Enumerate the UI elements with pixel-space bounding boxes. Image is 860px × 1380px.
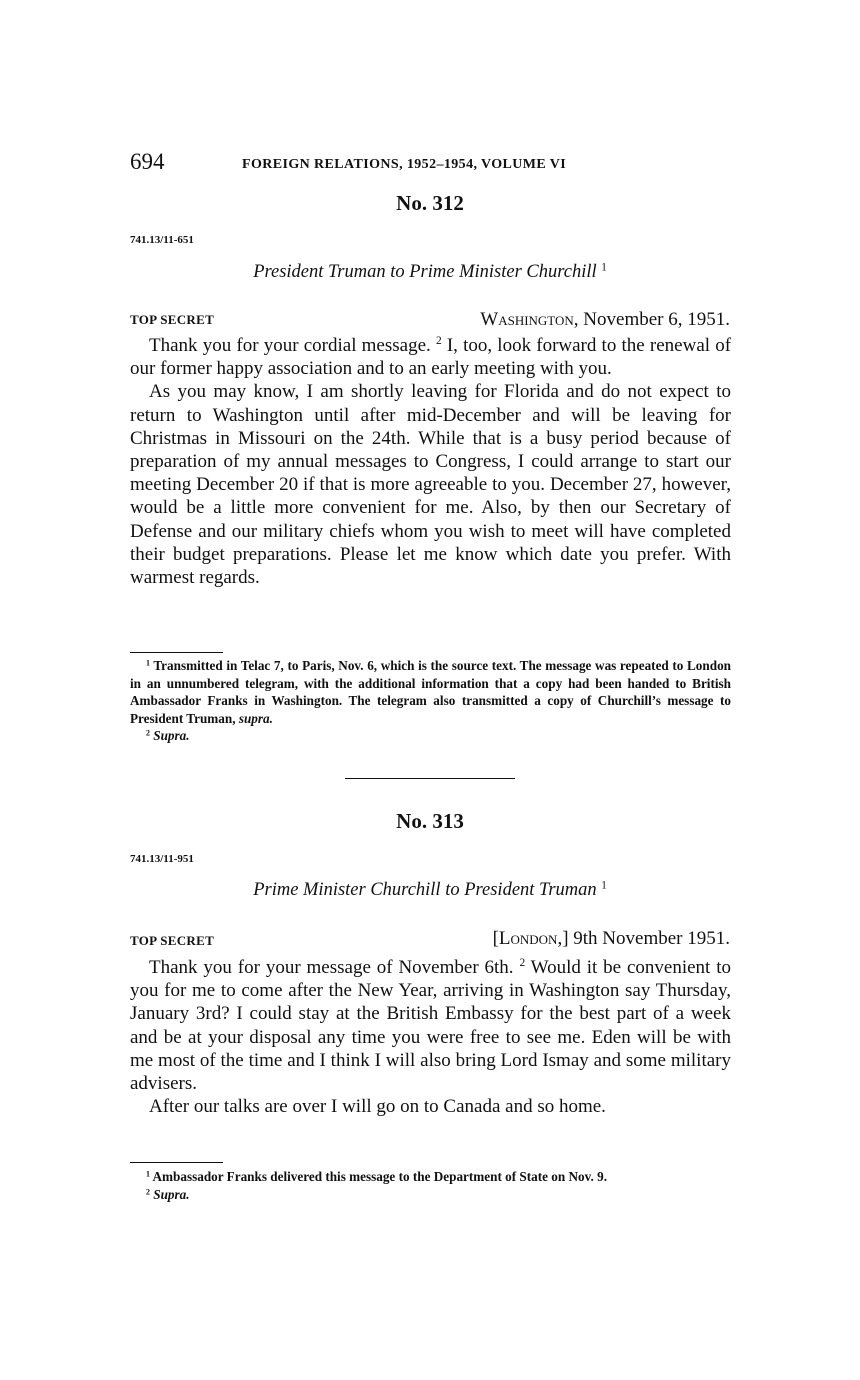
footnote-mark: 2 xyxy=(146,1186,150,1196)
document-body xyxy=(130,956,731,1118)
body-paragraph: As you may know, I am shortly leaving for Florida and do not expect to return to Washington until after mid-December and will be leaving for Christmas in Missouri on the 24th. While that is a busy period because of preparation of my annual messages to Congress, I could arrange to start our meeting December 20 if that is more agreeable to you. December 27, however, would be a little more convenient for me. Also, by then our Secretary of Defense and our military chiefs whom you wish to meet will have completed their budget preparations. Please let me know which date you prefer. With warmest regards. xyxy=(130,381,731,589)
document-heading xyxy=(130,260,730,284)
document-heading xyxy=(130,878,730,902)
classification: TOP SECRET xyxy=(130,933,215,948)
footnote-text: Ambassador Franks delivered this message to the Department of State on Nov. 9. xyxy=(152,1169,607,1184)
file-reference: 741.13/11-951 xyxy=(130,853,194,865)
footnote-text: Supra. xyxy=(153,728,190,744)
body-paragraph: After our talks are over I will go on to Canada and so home. xyxy=(149,1096,606,1118)
paragraph-text: Would it be convenient to you for me to come after the New Year, arriving in Washington say Thursday, January 3rd? I could stay at the British Embassy for the best part of a week and be at your disposal any time you were free to see me. Eden will be with me most of the time and I think I will also bring Lord Ismay and some military advisers. xyxy=(130,957,731,1095)
footnote-ref: 2 xyxy=(435,335,442,348)
dateline-bracket: [ xyxy=(492,928,499,949)
footnote-mark: 1 xyxy=(146,1169,150,1179)
dateline-date: ,] 9th November 1951. xyxy=(557,928,730,949)
page-number: 694 xyxy=(130,149,165,174)
body-paragraph xyxy=(130,334,731,380)
footnote xyxy=(130,657,731,727)
footnote-text: supra. xyxy=(238,710,273,726)
footnote-text: Transmitted in Telac 7, to Paris, Nov. 6, which is the source text. The message was repeated to London in an unnumbered telegram, with the additional information that a copy had been handed to British Ambassador Franks in Washington. The telegram also transmitted a copy of Churchill’s message to President Truman, xyxy=(130,658,732,726)
footnote-ref: 1 xyxy=(601,879,607,892)
document-number: No. 313 xyxy=(396,809,464,833)
file-reference: 741.13/11-651 xyxy=(130,234,194,246)
document-body xyxy=(130,334,731,589)
footnote-mark: 2 xyxy=(146,728,150,738)
footnote-mark: 1 xyxy=(146,658,150,668)
footnote-ref: 1 xyxy=(601,261,607,274)
footnote-ref: 2 xyxy=(519,957,526,970)
dateline xyxy=(493,928,730,950)
footnotes xyxy=(130,657,731,745)
document-number: No. 312 xyxy=(396,191,464,215)
footnote-text: Supra. xyxy=(153,1186,190,1202)
paragraph-text: I, too, look forward to the renewal of our former happy association and to an early meeting with you. xyxy=(130,335,732,380)
paragraph-text: Thank you for your message of November 6th. xyxy=(149,957,514,978)
footnote xyxy=(130,1168,731,1186)
heading-text: President Truman to Prime Minister Churchill xyxy=(253,262,597,282)
footnote-rule xyxy=(130,1162,223,1163)
body-paragraph xyxy=(130,956,731,1095)
paragraph-text: Thank you for your cordial message. xyxy=(149,335,431,356)
classification: TOP SECRET xyxy=(130,312,215,327)
footnote xyxy=(130,727,731,745)
footnote xyxy=(130,1186,731,1204)
dateline-place: Washington xyxy=(480,309,574,330)
footnotes xyxy=(130,1168,731,1203)
dateline-date: , November 6, 1951. xyxy=(573,309,730,330)
document-separator xyxy=(345,778,515,779)
dateline-place: London xyxy=(498,928,558,949)
dateline xyxy=(480,309,730,331)
heading-text: Prime Minister Churchill to President Truman xyxy=(253,880,597,900)
running-head: FOREIGN RELATIONS, 1952–1954, VOLUME VI xyxy=(242,157,567,172)
footnote-rule xyxy=(130,652,223,653)
